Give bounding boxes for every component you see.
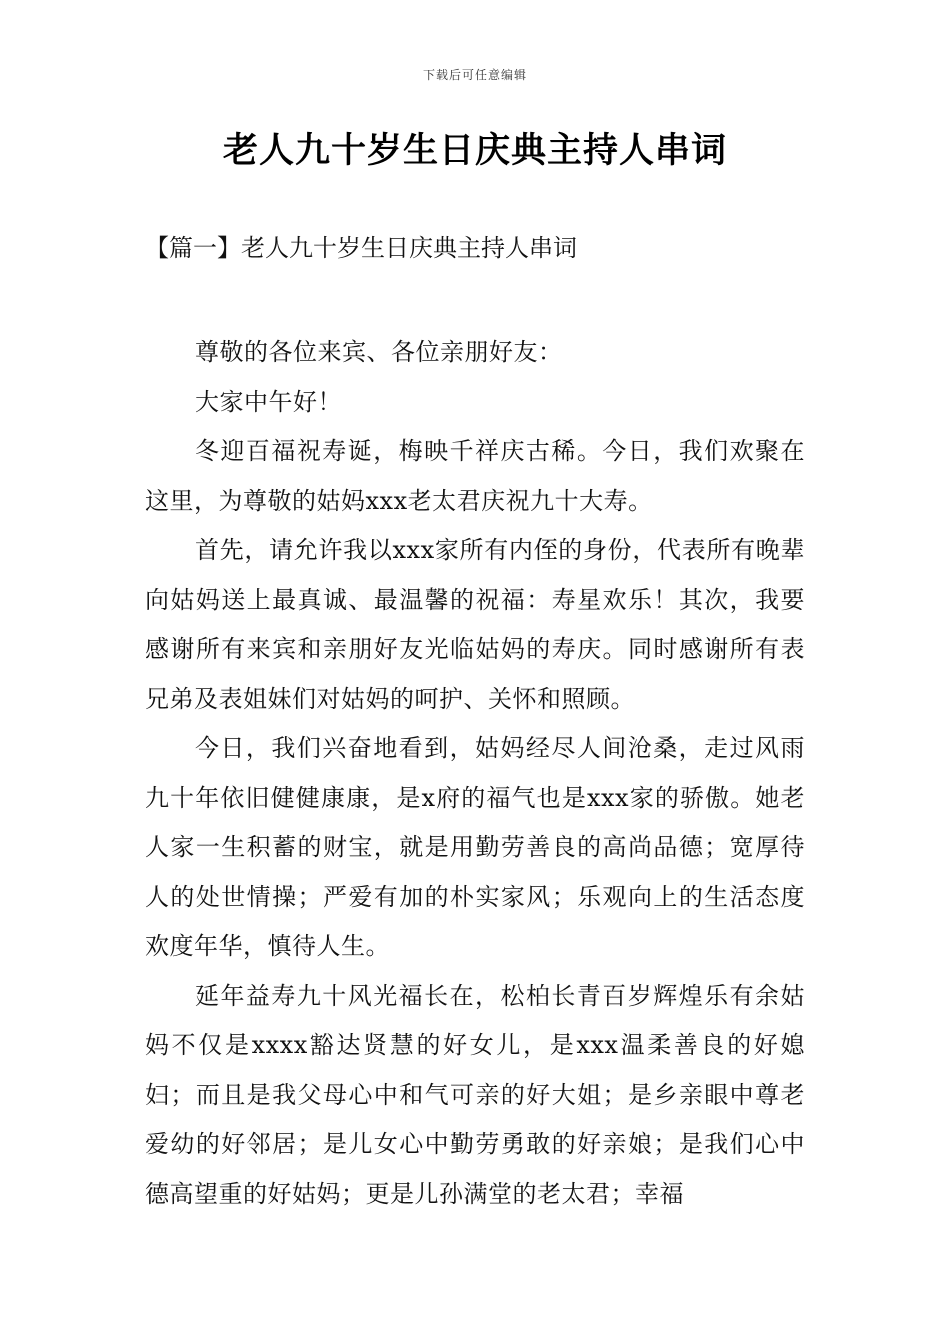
paragraph: 冬迎百福祝寿诞，梅映千祥庆古稀。今日，我们欢聚在这里，为尊敬的姑妈xxx老太君庆祝九十大寿。 — [145, 437, 805, 515]
document-title: 老人九十岁生日庆典主持人串词 — [222, 131, 727, 171]
section-heading: 【篇一】老人九十岁生日庆典主持人串词 — [145, 234, 577, 262]
paragraph: 首先，请允许我以xxx家所有内侄的身份，代表所有晚辈向姑妈送上最真诚、最温馨的祝福：寿星欢乐！其次，我要感谢所有来宾和亲朋好友光临姑妈的寿庆。同时感谢所有表兄弟及表姐妹们对姑妈的呵护、关怀和照顾。 — [145, 536, 805, 713]
paragraph-salutation: 大家中午好！ — [195, 387, 342, 416]
paragraph-greeting: 尊敬的各位来宾、各位亲朋好友： — [195, 338, 563, 366]
paragraph: 延年益寿九十风光福长在，松柏长青百岁辉煌乐有余姑妈不仅是xxxx豁达贤慧的好女儿，是xxx温柔善良的好媳妇；而且是我父母心中和气可亲的好大姐；是乡亲眼中尊老爱幼的好邻居；是儿女心中勤劳勇敢的好亲娘；是我们心中德高望重的好姑妈；更是儿孙满堂的老太君；幸福 — [145, 981, 805, 1208]
paragraph: 今日，我们兴奋地看到，姑妈经尽人间沧桑，走过风雨九十年依旧健健康康，是x府的福气也是xxx家的骄傲。她老人家一生积蓄的财宝，就是用勤劳善良的高尚品德；宽厚待人的处世情操；严爱有加的朴实家风；乐观向上的生活态度欢度年华，慎待人生。 — [145, 734, 805, 960]
body-text — [145, 328, 805, 1219]
header-note: 下载后可任意编辑 — [422, 68, 527, 82]
